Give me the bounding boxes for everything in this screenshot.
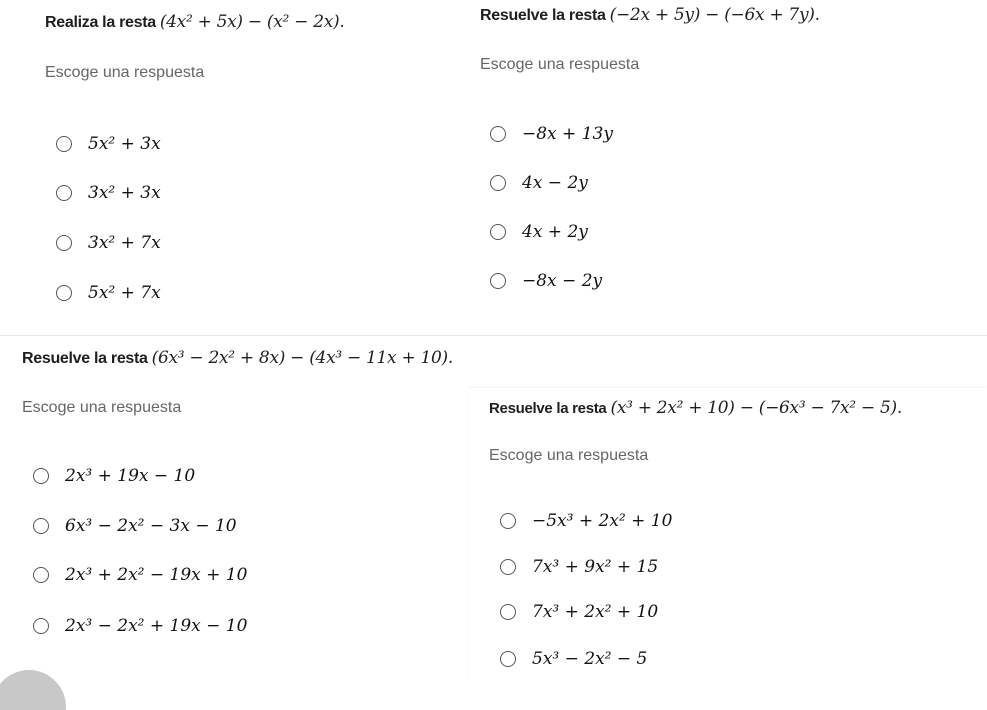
radio-button[interactable] [56, 136, 72, 152]
overlay-thumb [0, 670, 66, 710]
option-label: 7x³ + 9x² + 15 [532, 557, 659, 577]
question-prompt: Resuelve la resta [489, 400, 607, 417]
option-label: −8x + 13y [522, 124, 613, 144]
radio-button[interactable] [490, 175, 506, 191]
radio-button[interactable] [500, 559, 516, 575]
question-prompt: Realiza la resta [45, 14, 156, 31]
question-text [45, 12, 344, 32]
question-expression: (x³ + 2x² + 10) − (−6x³ − 7x² − 5). [610, 398, 902, 418]
answer-option[interactable] [500, 508, 672, 534]
option-label: 2x³ + 19x − 10 [65, 466, 196, 486]
question-card-3 [0, 336, 480, 656]
answer-option[interactable] [33, 562, 247, 588]
answer-option[interactable] [500, 646, 647, 672]
question-card-1 [0, 0, 440, 320]
answer-hint: Escoge una respuesta [489, 447, 649, 464]
option-label: 4x + 2y [522, 222, 588, 242]
radio-button[interactable] [33, 618, 49, 634]
answer-option[interactable] [500, 599, 658, 625]
answer-option[interactable] [56, 131, 161, 157]
answer-option[interactable] [490, 121, 613, 147]
question-prompt: Resuelve la resta [22, 350, 148, 367]
radio-button[interactable] [33, 518, 49, 534]
question-card-2 [448, 0, 987, 320]
question-expression: (6x³ − 2x² + 8x) − (4x³ − 11x + 10). [151, 348, 453, 368]
question-expression: (4x² + 5x) − (x² − 2x). [159, 12, 345, 32]
question-text [22, 348, 453, 368]
option-label: 5x³ − 2x² − 5 [532, 649, 648, 669]
radio-button[interactable] [500, 651, 516, 667]
question-text [489, 398, 902, 418]
option-label: 2x³ + 2x² − 19x + 10 [65, 565, 248, 585]
answer-option[interactable] [56, 280, 161, 306]
radio-button[interactable] [490, 224, 506, 240]
answer-hint: Escoge una respuesta [45, 64, 205, 81]
answer-option[interactable] [490, 219, 588, 245]
answer-hint: Escoge una respuesta [480, 56, 640, 73]
option-label: 3x² + 7x [88, 233, 161, 253]
option-label: −5x³ + 2x² + 10 [532, 511, 673, 531]
option-label: 2x³ − 2x² + 19x − 10 [65, 616, 248, 636]
answer-option[interactable] [56, 180, 161, 206]
question-prompt: Resuelve la resta [480, 7, 606, 24]
option-label: −8x − 2y [522, 271, 603, 291]
radio-button[interactable] [500, 513, 516, 529]
question-text [480, 5, 820, 25]
option-label: 7x³ + 2x² + 10 [532, 602, 659, 622]
option-label: 3x² + 3x [88, 183, 161, 203]
radio-button[interactable] [56, 285, 72, 301]
question-card-4 [468, 388, 987, 678]
radio-button[interactable] [33, 567, 49, 583]
answer-option[interactable] [490, 268, 602, 294]
answer-option[interactable] [33, 513, 237, 539]
answer-option[interactable] [490, 170, 588, 196]
radio-button[interactable] [500, 604, 516, 620]
radio-button[interactable] [490, 126, 506, 142]
radio-button[interactable] [56, 235, 72, 251]
radio-button[interactable] [33, 468, 49, 484]
answer-option[interactable] [33, 613, 247, 639]
answer-hint: Escoge una respuesta [22, 399, 182, 416]
option-label: 4x − 2y [522, 173, 588, 193]
answer-option[interactable] [33, 463, 195, 489]
radio-button[interactable] [490, 273, 506, 289]
answer-option[interactable] [500, 554, 658, 580]
option-label: 5x² + 3x [88, 134, 161, 154]
answer-option[interactable] [56, 230, 161, 256]
option-label: 6x³ − 2x² − 3x − 10 [65, 516, 237, 536]
option-label: 5x² + 7x [88, 283, 161, 303]
question-expression: (−2x + 5y) − (−6x + 7y). [609, 5, 820, 25]
radio-button[interactable] [56, 185, 72, 201]
